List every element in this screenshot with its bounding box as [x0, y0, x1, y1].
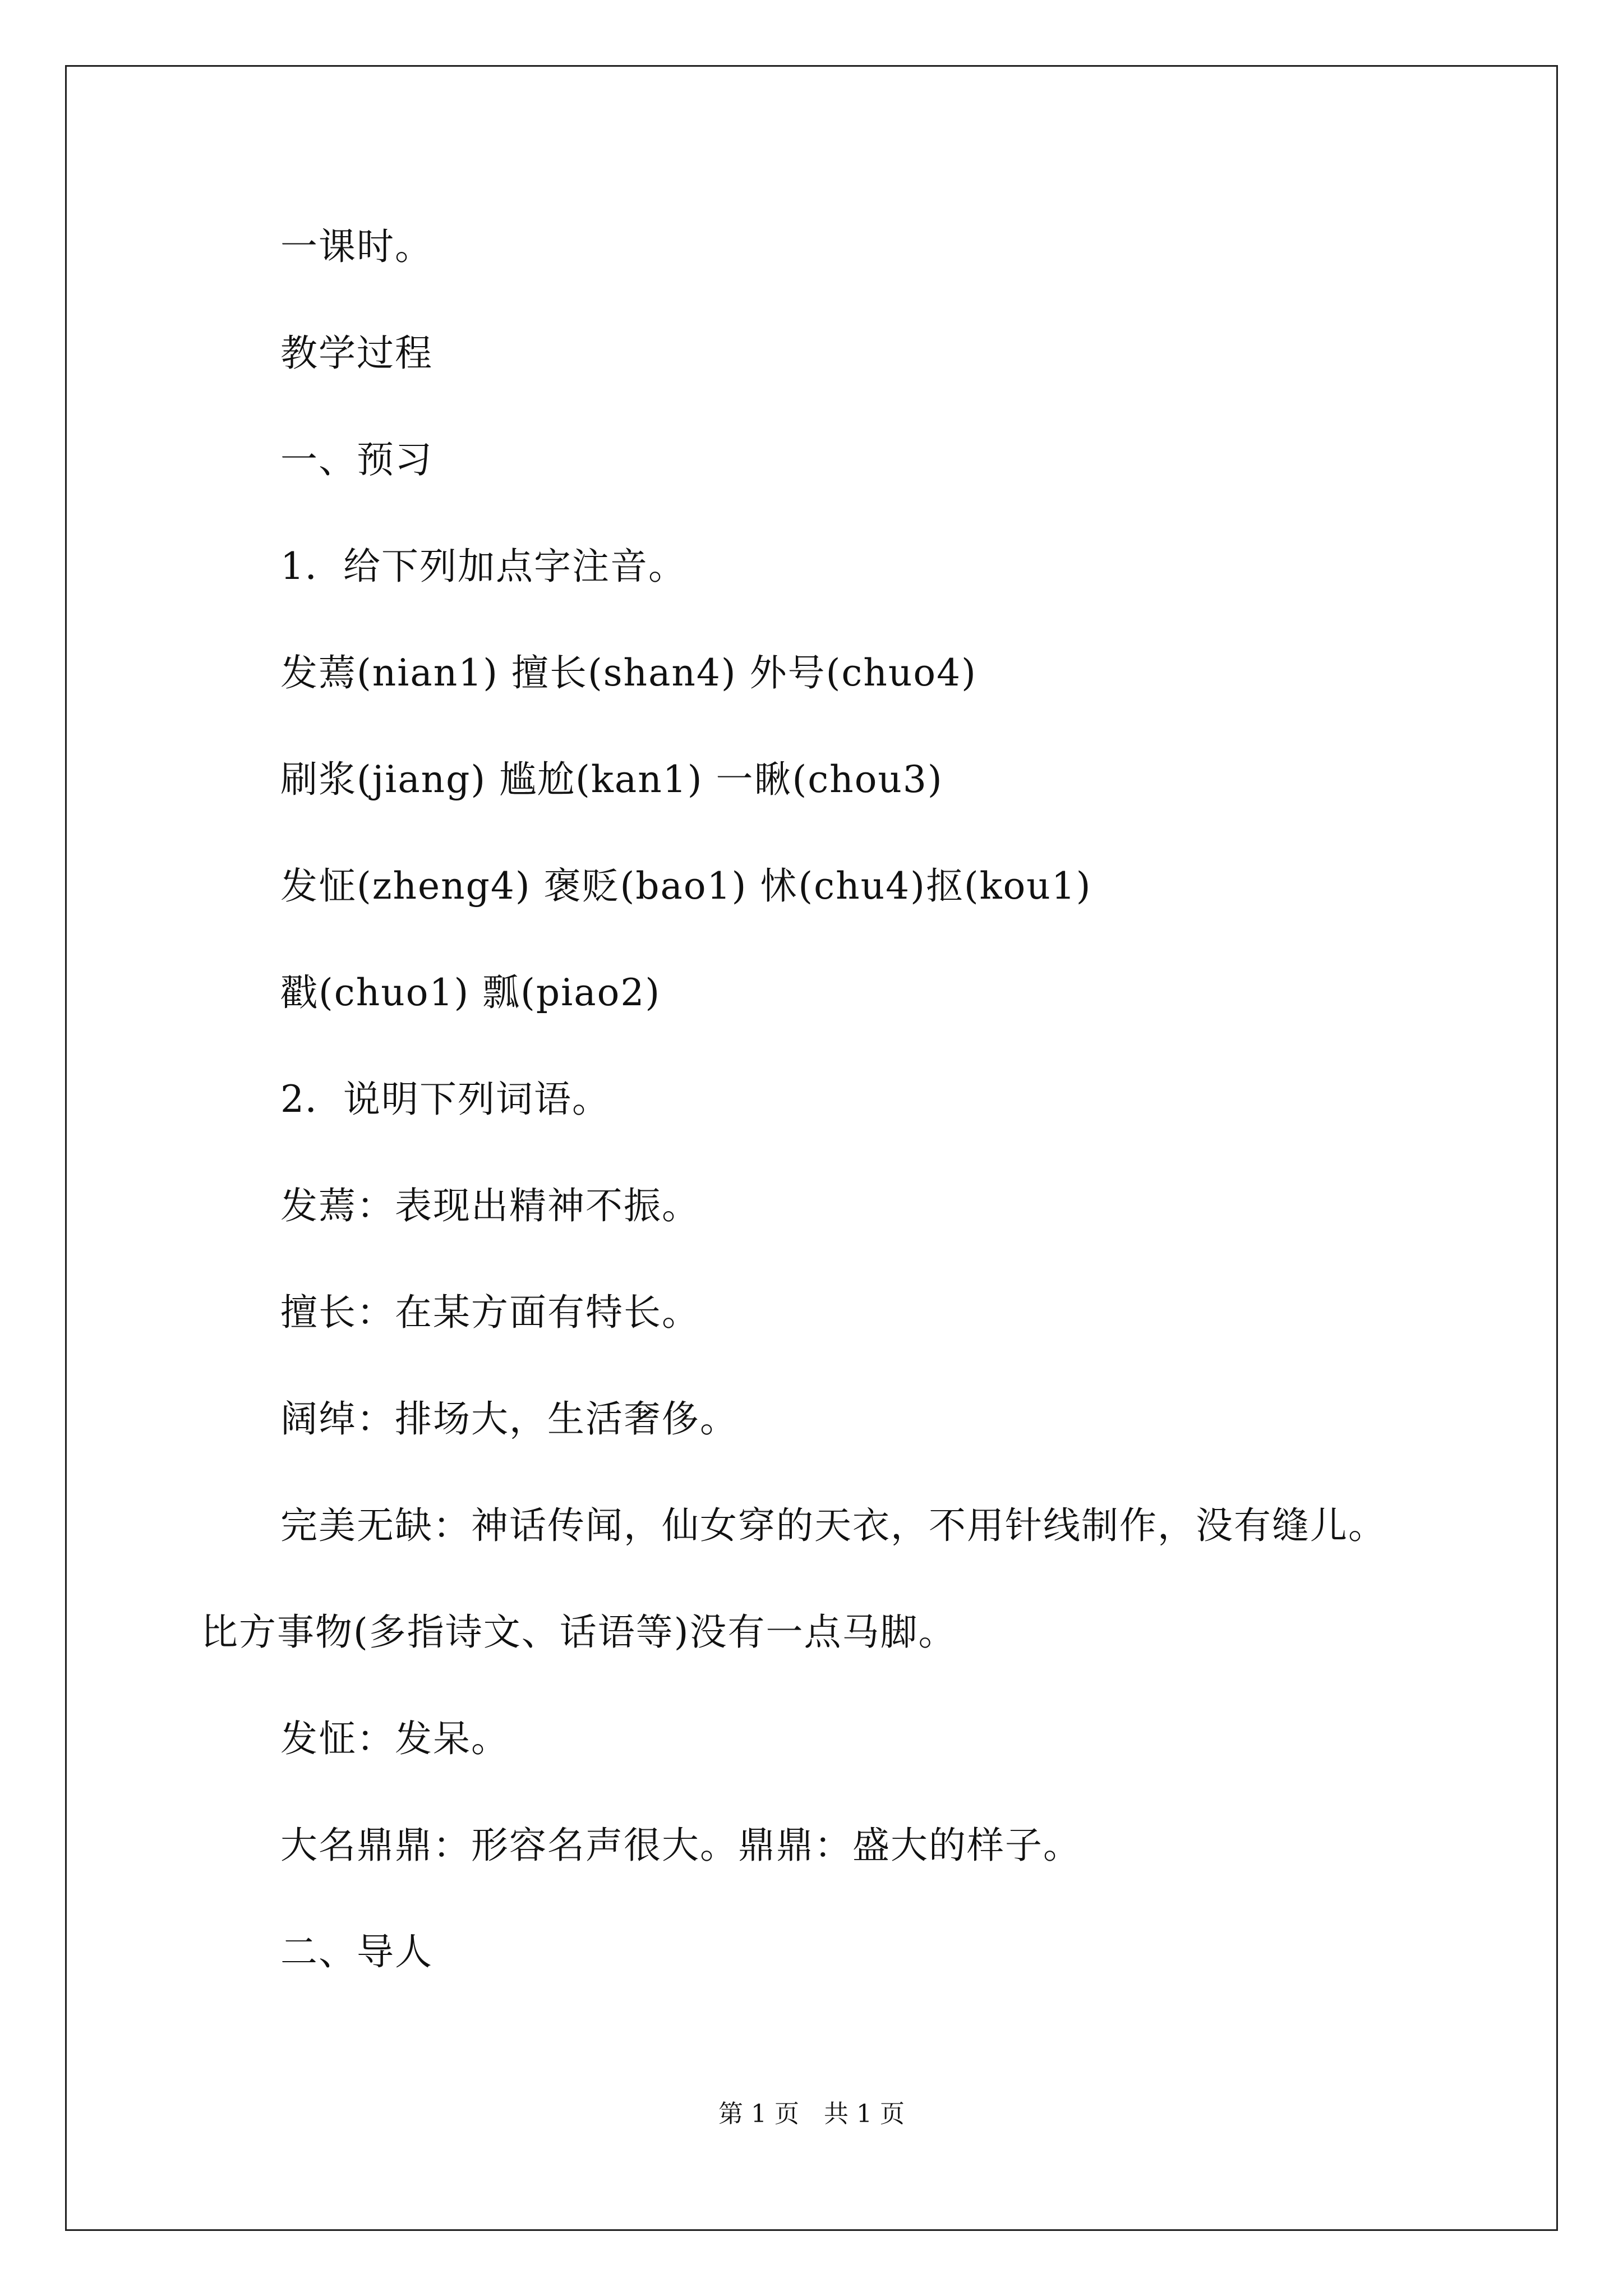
- page-footer: 第 1 页 共 1 页: [718, 2100, 905, 2128]
- paragraph: 教学过程: [280, 332, 433, 375]
- paragraph: 2．说明下列词语。: [280, 1078, 610, 1121]
- paragraph: 刷浆(jiang) 尴尬(kan1) 一瞅(chou3): [280, 758, 943, 801]
- paragraph: 发怔(zheng4) 褒贬(bao1) 怵(chu4)抠(kou1): [280, 864, 1092, 908]
- paragraph: 一、预习: [280, 438, 433, 481]
- page-border: [65, 65, 1558, 2231]
- paragraph: 擅长：在某方面有特长。: [280, 1291, 700, 1334]
- paragraph: 戳(chuo1) 瓢(piao2): [280, 971, 661, 1014]
- paragraph: 1．给下列加点字注音。: [280, 545, 686, 588]
- paragraph: 二、导人: [280, 1930, 433, 1973]
- paragraph: 完美无缺：神话传闻，仙女穿的天衣，不用针线制作，没有缝儿。: [280, 1504, 1386, 1547]
- paragraph: 阔绰：排场大，生活奢侈。: [280, 1397, 738, 1441]
- paragraph: 大名鼎鼎：形容名声很大。鼎鼎：盛大的样子。: [280, 1824, 1081, 1867]
- paragraph: 发怔：发呆。: [280, 1717, 509, 1760]
- paragraph: 发蔫：表现出精神不振。: [280, 1184, 700, 1227]
- paragraph: 一课时。: [280, 225, 433, 268]
- paragraph: 发蔫(nian1) 擅长(shan4) 外号(chuo4): [280, 651, 977, 694]
- paragraph-continuation: 比方事物(多指诗文、话语等)没有一点马脚。: [201, 1611, 957, 1654]
